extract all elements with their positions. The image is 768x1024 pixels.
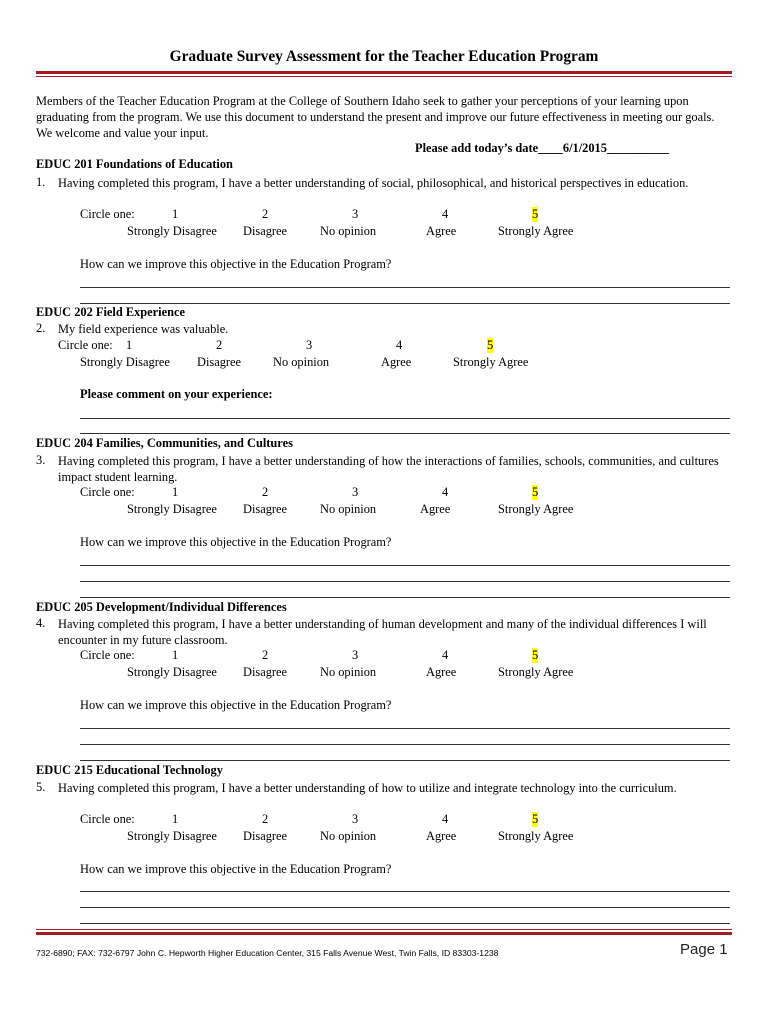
answer-line[interactable]	[80, 418, 730, 420]
scale-label-strongly-agree: Strongly Agree	[498, 665, 574, 679]
scale-option-3[interactable]: 3	[306, 338, 313, 352]
section-heading-educ-201: EDUC 201 Foundations of Education	[36, 157, 233, 171]
scale-label-strongly-disagree: Strongly Disagree	[127, 829, 217, 843]
footer-rule-thin	[36, 929, 732, 930]
scale-option-2[interactable]: 2	[262, 485, 269, 499]
question-number: 2.	[36, 321, 46, 335]
circle-label: Circle one:	[80, 485, 135, 499]
scale-option-1[interactable]: 1	[172, 812, 179, 826]
page-number: Page 1	[680, 941, 728, 958]
answer-line[interactable]	[80, 907, 730, 909]
improve-prompt: How can we improve this objective in the Education Program?	[80, 535, 392, 549]
scale-option-3[interactable]: 3	[352, 485, 359, 499]
date-label: Please add today’s date____	[415, 141, 563, 155]
section-heading-educ-202: EDUC 202 Field Experience	[36, 305, 186, 319]
scale-label-agree: Agree	[381, 355, 412, 369]
document-title: Graduate Survey Assessment for the Teacher Education Program	[169, 48, 599, 65]
scale-option-3[interactable]: 3	[352, 207, 359, 221]
scale-option-4[interactable]: 4	[442, 812, 449, 826]
footer-contact: 732-6890; FAX: 732-6797 John C. Hepworth Higher Education Center, 315 Falls Avenue West, Twin Falls, ID 83303-1238	[36, 948, 499, 958]
scale-option-5-selected[interactable]: 5	[487, 338, 494, 352]
scale-option-4[interactable]: 4	[442, 207, 449, 221]
scale-label-disagree: Disagree	[243, 224, 288, 238]
question-text: Having completed this program, I have a better understanding of how to utilize and integrate technology into the curriculum.	[58, 781, 677, 795]
question-number: 4.	[36, 616, 46, 630]
scale-option-2[interactable]: 2	[262, 207, 269, 221]
scale-label-disagree: Disagree	[243, 665, 288, 679]
scale-option-1[interactable]: 1	[172, 485, 179, 499]
question-number: 3.	[36, 453, 46, 467]
question-text: Having completed this program, I have a better understanding of social, philosophical, and historical perspectives in education.	[58, 176, 689, 190]
scale-label-no-opinion: No opinion	[320, 224, 377, 238]
scale-label-strongly-agree: Strongly Agree	[498, 224, 574, 238]
answer-line[interactable]	[80, 433, 730, 435]
section-heading-educ-204: EDUC 204 Families, Communities, and Cultures	[36, 436, 293, 450]
answer-line[interactable]	[80, 287, 730, 289]
question-number: 1.	[36, 175, 46, 189]
scale-label-agree: Agree	[426, 224, 457, 238]
scale-label-strongly-disagree: Strongly Disagree	[127, 665, 217, 679]
question-text: Having completed this program, I have a better understanding of how the interactions of families, schools, communities, and cultures impact student learning.	[58, 454, 719, 484]
scale-option-3[interactable]: 3	[352, 812, 359, 826]
scale-label-strongly-agree: Strongly Agree	[498, 502, 574, 516]
scale-option-4[interactable]: 4	[442, 485, 449, 499]
scale-label-agree: Agree	[426, 829, 457, 843]
scale-label-disagree: Disagree	[243, 829, 288, 843]
scale-label-strongly-disagree: Strongly Disagree	[80, 355, 170, 369]
date-suffix: __________	[606, 141, 669, 155]
question-text: My field experience was valuable.	[58, 322, 229, 336]
scale-option-4[interactable]: 4	[396, 338, 403, 352]
improve-prompt: How can we improve this objective in the Education Program?	[80, 698, 392, 712]
improve-prompt: How can we improve this objective in the Education Program?	[80, 257, 392, 271]
date-field[interactable]	[415, 141, 669, 156]
answer-line[interactable]	[80, 581, 730, 583]
date-value[interactable]: 6/1/2015	[562, 141, 607, 155]
scale-label-no-opinion: No opinion	[320, 502, 377, 516]
scale-option-5-selected[interactable]: 5	[532, 812, 539, 826]
scale-label-disagree: Disagree	[243, 502, 288, 516]
comment-prompt: Please comment on your experience:	[80, 387, 273, 401]
scale-label-strongly-agree: Strongly Agree	[453, 355, 529, 369]
scale-option-3[interactable]: 3	[352, 648, 359, 662]
scale-option-2[interactable]: 2	[216, 338, 223, 352]
answer-line[interactable]	[80, 565, 730, 567]
scale-label-agree: Agree	[426, 665, 457, 679]
circle-label: Circle one:	[80, 812, 135, 826]
question-text: Having completed this program, I have a better understanding of human development and many of the individual differences I will encounter in my future classroom.	[58, 617, 707, 647]
scale-label-no-opinion: No opinion	[320, 665, 377, 679]
circle-label: Circle one:	[58, 338, 113, 352]
intro-paragraph: Members of the Teacher Education Program at the College of Southern Idaho seek to gather your perceptions of your learning upon graduating from the program. We use this document to understand the present and improve our future effectiveness in meeting our goals. We welcome and value your input.	[36, 94, 715, 140]
scale-option-5-selected[interactable]: 5	[532, 648, 539, 662]
question-number: 5.	[36, 780, 46, 794]
answer-line[interactable]	[80, 760, 730, 762]
circle-label: Circle one:	[80, 207, 135, 221]
scale-label-no-opinion: No opinion	[320, 829, 377, 843]
scale-label-strongly-agree: Strongly Agree	[498, 829, 574, 843]
scale-option-5-selected[interactable]: 5	[532, 485, 539, 499]
circle-label: Circle one:	[80, 648, 135, 662]
footer-rule	[36, 932, 732, 935]
scale-option-4[interactable]: 4	[442, 648, 449, 662]
scale-option-1[interactable]: 1	[172, 207, 179, 221]
section-heading-educ-215: EDUC 215 Educational Technology	[36, 763, 223, 777]
scale-label-disagree: Disagree	[197, 355, 242, 369]
answer-line[interactable]	[80, 597, 730, 599]
title-rule-thin	[36, 76, 732, 77]
scale-option-2[interactable]: 2	[262, 648, 269, 662]
answer-line[interactable]	[80, 744, 730, 746]
scale-label-agree: Agree	[420, 502, 451, 516]
scale-label-strongly-disagree: Strongly Disagree	[127, 502, 217, 516]
scale-option-1[interactable]: 1	[172, 648, 179, 662]
title-rule	[36, 71, 732, 74]
scale-option-5-selected[interactable]: 5	[532, 207, 539, 221]
scale-option-2[interactable]: 2	[262, 812, 269, 826]
section-heading-educ-205: EDUC 205 Development/Individual Differences	[36, 600, 287, 614]
answer-line[interactable]	[80, 891, 730, 893]
answer-line[interactable]	[80, 923, 730, 925]
scale-label-strongly-disagree: Strongly Disagree	[127, 224, 217, 238]
answer-line[interactable]	[80, 728, 730, 730]
scale-option-1[interactable]: 1	[126, 338, 133, 352]
improve-prompt: How can we improve this objective in the Education Program?	[80, 862, 392, 876]
scale-label-no-opinion: No opinion	[273, 355, 330, 369]
